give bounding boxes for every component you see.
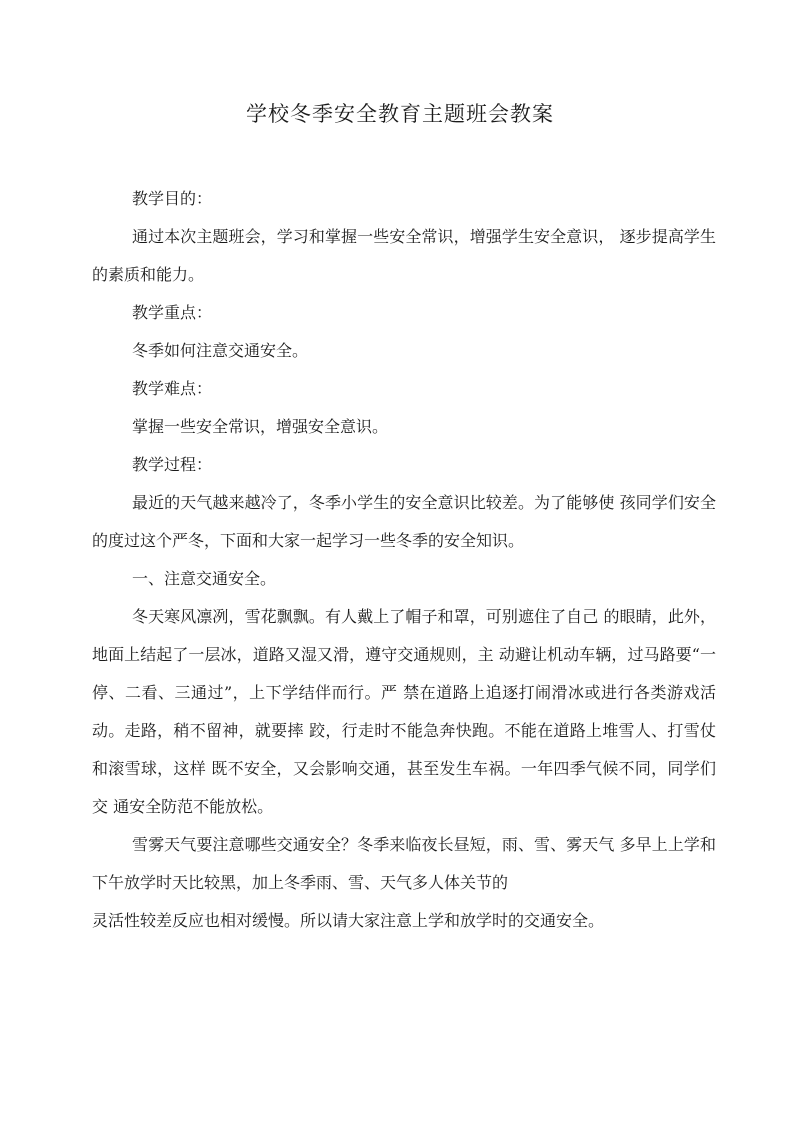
part1-text: 冬天寒风凛冽，雪花飘飘。有人戴上了帽子和罩，可别遮住了自己 的眼睛，此外，地面上结起了一层冰，道路又湿又滑，遵守交通规则，主 动避让机动车辆，过马路要“一停、二看、三通过”，上下学结伴而行。严 禁在道路上追逐打闹滑冰或进行各类游戏活动。走路，稍不留神，就要摔 跤，行走时不能急奔快跑。不能在道路上堆雪人、打雪仗和滚雪球，这样 既不安全，又会影响交通，甚至发生车祸。一年四季气候不同，同学们交 通安全防范不能放松。	[92, 607, 716, 816]
difficulty-text: 掌握一些安全常识，增强安全意识。	[132, 417, 389, 436]
difficulty-heading: 教学难点：	[132, 379, 213, 398]
document-title: 学校冬季安全教育主题班会教案	[246, 102, 554, 126]
process-text: 最近的天气越来越冷了，冬季小学生的安全意识比较差。为了能够使 孩同学们安全的度过这个严冬，下面和大家一起学习一些冬季的安全知识。	[92, 493, 716, 550]
document-body	[92, 180, 716, 940]
part1-heading: 一、注意交通安全。	[132, 569, 277, 588]
focus-text: 冬季如何注意交通安全。	[132, 341, 309, 360]
part2-text-line1: 雪雾天气要注意哪些交通安全？冬季来临夜长昼短，雨、雪、雾天气 多早上上学和下午放学时天比较黑，加上冬季雨、雪、天气多人体关节的	[92, 835, 716, 892]
goal-heading: 教学目的：	[132, 189, 213, 208]
part2-text-line2: 灵活性较差反应也相对缓慢。所以请大家注意上学和放学时的交通安全。	[92, 911, 605, 930]
goal-text: 通过本次主题班会，学习和掌握一些安全常识，增强学生安全意识， 逐步提高学生的素质和能力。	[92, 227, 716, 284]
process-heading: 教学过程：	[132, 455, 213, 474]
focus-heading: 教学重点：	[132, 303, 213, 322]
